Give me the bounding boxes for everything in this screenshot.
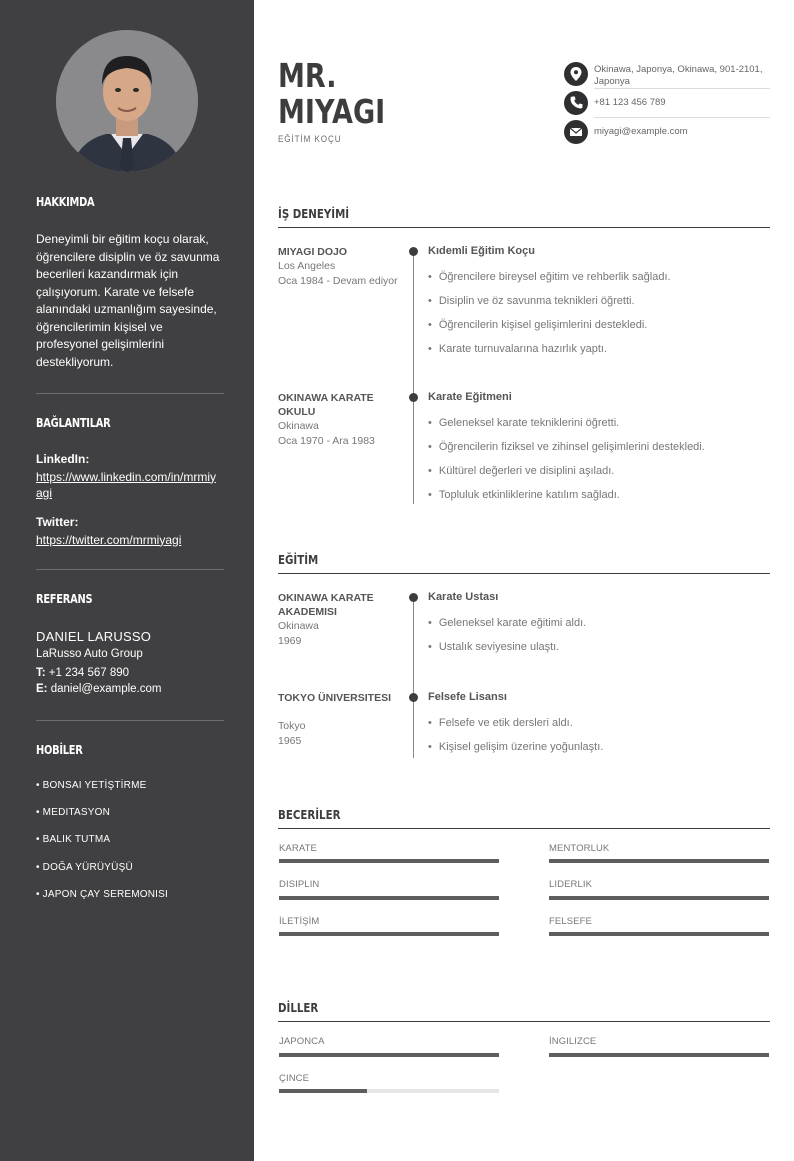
entry-bullet: • Ustalık seviyesine ulaştı. (428, 641, 559, 653)
skill-label: DISIPLIN (279, 879, 320, 890)
linkedin-link[interactable]: https://www.linkedin.com/in/mrmiyagi (36, 469, 217, 500)
language-label: JAPONCA (279, 1036, 325, 1047)
entry-dates: Oca 1970 - Ara 1983 (278, 435, 375, 447)
phone-label: T: (36, 667, 46, 679)
reference-company: LaRusso Auto Group (36, 648, 143, 660)
divider (594, 117, 770, 118)
entry-role: Kıdemli Eğitim Koçu (428, 245, 535, 257)
avatar (56, 30, 198, 172)
hobby-item: • JAPON ÇAY SEREMONISI (36, 889, 169, 900)
education-title: EĞİTİM (278, 552, 319, 567)
entry-bullet: • Kültürel değerleri ve disiplini aşıladı. (428, 465, 614, 477)
timeline-dot (409, 693, 418, 702)
reference-title: REFERANS (36, 592, 93, 606)
skill-label: İLETİŞİM (279, 916, 320, 927)
timeline-dot (409, 593, 418, 602)
location-pin-icon (564, 62, 588, 86)
email-label: E: (36, 683, 48, 695)
skill-label: LIDERLIK (549, 879, 593, 890)
hobby-item: • BONSAI YETİŞTİRME (36, 780, 147, 791)
language-bar-fill (279, 1053, 499, 1057)
phone-icon (564, 91, 588, 115)
hobby-item: • MEDITASYON (36, 807, 111, 818)
section-rule (278, 1021, 770, 1022)
hobby-item: • DOĞA YÜRÜYÜŞÜ (36, 862, 133, 873)
entry-role: Karate Eğitmeni (428, 391, 512, 403)
language-label: İNGILIZCE (549, 1036, 597, 1047)
entry-bullet: • Geleneksel karate tekniklerini öğretti. (428, 417, 619, 429)
entry-bullet: • Kişisel gelişim üzerine yoğunlaştı. (428, 741, 603, 753)
experience-title: İŞ DENEYİMİ (278, 206, 350, 221)
entry-organization: TOKYO ÜNIVERSITESI (278, 692, 391, 704)
entry-bullet: • Topluluk etkinliklerine katılım sağladı. (428, 489, 620, 501)
skill-bar (549, 859, 769, 863)
entry-location: Los Angeles (278, 260, 336, 272)
phone-text: +81 123 456 789 (594, 97, 666, 108)
entry-organization: OKINAWA KARATE OKULU (278, 392, 374, 418)
entry-bullet: • Karate turnuvalarına hazırlık yaptı. (428, 343, 607, 355)
section-rule (278, 828, 770, 829)
mail-icon (564, 120, 588, 144)
skill-label: KARATE (279, 843, 317, 854)
skill-bar (549, 896, 769, 900)
skill-bar-fill (279, 859, 499, 863)
link-label: Twitter: (36, 515, 79, 529)
address-text: Okinawa, Japonya, Okinawa, 901-2101, Japonya (594, 64, 763, 87)
entry-role: Karate Ustası (428, 591, 499, 603)
timeline-dot (409, 393, 418, 402)
entry-bullet: • Geleneksel karate eğitimi aldı. (428, 617, 586, 629)
link-linkedin (36, 451, 222, 501)
email-text: miyagi@example.com (594, 126, 688, 137)
languages-title: DİLLER (278, 1000, 319, 1015)
skill-bar (279, 859, 499, 863)
language-bar (279, 1089, 499, 1093)
language-bar-fill (549, 1053, 769, 1057)
divider (36, 720, 224, 721)
language-bar (549, 1053, 769, 1057)
skill-bar (279, 896, 499, 900)
link-label: LinkedIn: (36, 452, 90, 466)
page-title (278, 58, 385, 130)
sidebar (0, 0, 254, 1161)
entry-dates: 1969 (278, 635, 302, 647)
skill-bar (279, 932, 499, 936)
skill-bar-fill (279, 896, 499, 900)
hobbies-title: HOBİLER (36, 743, 83, 757)
phone-value: +1 234 567 890 (48, 667, 130, 679)
skill-bar-fill (549, 859, 769, 863)
entry-bullet: • Öğrencilerin fiziksel ve zihinsel gelişimlerini destekledi. (428, 441, 705, 453)
link-twitter (36, 514, 222, 548)
reference-name: DANIEL LARUSSO (36, 629, 152, 644)
reference-phone (36, 667, 129, 679)
skill-label: MENTORLUK (549, 843, 610, 854)
entry-location: Okinawa (278, 420, 319, 432)
skill-bar-fill (549, 932, 769, 936)
entry-bullet: • Disiplin ve öz savunma teknikleri öğretti. (428, 295, 635, 307)
entry-role: Felsefe Lisansı (428, 691, 507, 703)
name-line: MR. (278, 56, 337, 95)
skill-bar-fill (549, 896, 769, 900)
email-value: daniel@example.com (50, 683, 162, 695)
skill-bar-fill (279, 932, 499, 936)
divider (594, 88, 770, 89)
skill-bar (549, 932, 769, 936)
entry-bullet: • Felsefe ve etik dersleri aldı. (428, 717, 573, 729)
section-rule (278, 573, 770, 574)
about-title: HAKKIMDA (36, 195, 95, 209)
about-text: Deneyimli bir eğitim koçu olarak, öğrencilere disiplin ve öz savunma becerileri kazandırmak için çalışıyorum. Karate ve felsefe alanındaki uzmanlığım sayesinde, öğrencilerimin kişisel ve profesyonel gelişimlerini destekliyorum. (36, 232, 220, 369)
skills-title: BECERİLER (278, 807, 341, 822)
divider (36, 393, 224, 394)
timeline-line (413, 252, 414, 504)
language-bar-fill (279, 1089, 367, 1093)
entry-organization: MIYAGI DOJO (278, 246, 348, 258)
reference-email (36, 683, 161, 695)
entry-organization: OKINAWA KARATE AKADEMISI (278, 592, 374, 618)
language-bar (279, 1053, 499, 1057)
entry-location: Tokyo (278, 720, 306, 732)
job-title: EĞİTİM KOÇU (278, 134, 342, 144)
entry-bullet: • Öğrencilere bireysel eğitim ve rehberlik sağladı. (428, 271, 671, 283)
hobby-item: • BALIK TUTMA (36, 834, 111, 845)
language-label: ÇINCE (279, 1073, 310, 1084)
entry-dates: 1965 (278, 735, 302, 747)
divider (36, 569, 224, 570)
name-line: MIYAGI (278, 92, 386, 131)
twitter-link[interactable]: https://twitter.com/mrmiyagi (36, 532, 182, 547)
section-rule (278, 227, 770, 228)
timeline-dot (409, 247, 418, 256)
skill-label: FELSEFE (549, 916, 592, 927)
timeline-line (413, 598, 414, 758)
entry-bullet: • Öğrencilerin kişisel gelişimlerini destekledi. (428, 319, 647, 331)
entry-location: Okinawa (278, 620, 319, 632)
links-title: BAĞLANTILAR (36, 416, 111, 430)
entry-dates: Oca 1984 - Devam ediyor (278, 275, 398, 287)
